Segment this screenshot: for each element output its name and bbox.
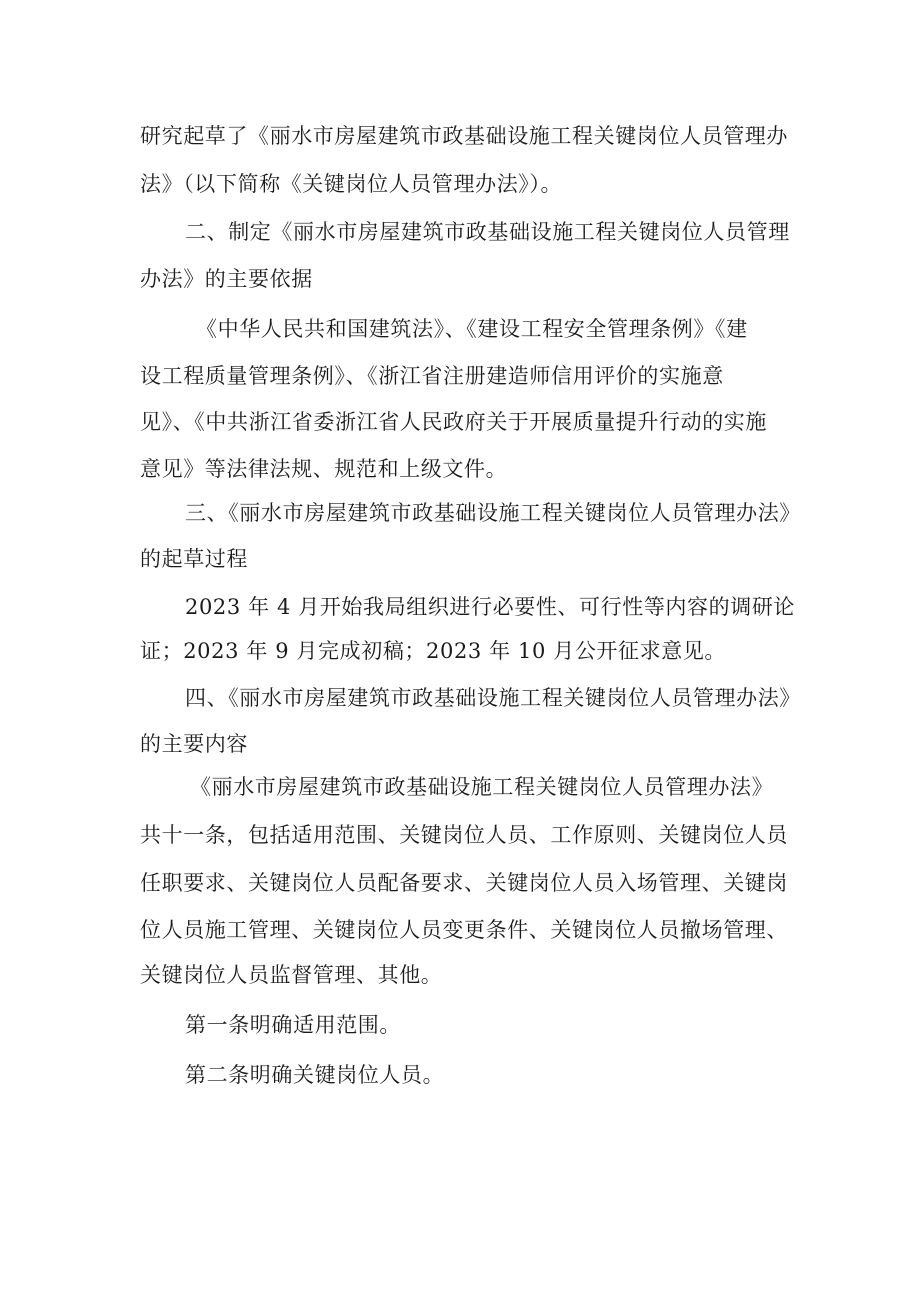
section-heading: 四、《丽水市房屋建筑市政基础设施工程关键岗位人员管理办法》: [185, 686, 801, 710]
text-line: 2023 年 4 月开始我局组织进行必要性、可行性等内容的调研论: [185, 595, 796, 619]
text-line: 研究起草了《丽水市房屋建筑市政基础设施工程关键岗位人员管理办: [140, 124, 788, 148]
text-line: 见》、《中共浙江省委浙江省人民政府关于开展质量提升行动的实施: [140, 410, 767, 434]
section-heading: 三、《丽水市房屋建筑市政基础设施工程关键岗位人员管理办法》: [185, 501, 801, 525]
section-heading: 办法》的主要依据: [140, 267, 313, 291]
text-line: 关键岗位人员监督管理、其他。: [140, 963, 443, 987]
section-heading: 二、制定《丽水市房屋建筑市政基础设施工程关键岗位人员管理: [185, 220, 790, 244]
section-heading: 的起草过程: [140, 547, 248, 571]
text-line: 第一条明确适用范围。: [185, 1013, 401, 1037]
text-line: 共十一条，包括适用范围、关键岗位人员、工作原则、关键岗位人员: [140, 823, 788, 847]
text-line: 意见》等法律法规、规范和上级文件。: [140, 457, 508, 481]
text-line: 《丽水市房屋建筑市政基础设施工程关键岗位人员管理办法》: [190, 775, 774, 799]
section-heading: 的主要内容: [140, 732, 248, 756]
text-line: 第二条明确关键岗位人员。: [185, 1063, 445, 1087]
text-line: 任职要求、关键岗位人员配备要求、关键岗位人员入场管理、关键岗: [140, 871, 788, 895]
text-line: 《中华人民共和国建筑法》、《建设工程安全管理条例》《建: [196, 317, 748, 341]
text-line: 位人员施工管理、关键岗位人员变更条件、关键岗位人员撤场管理、: [140, 918, 788, 942]
text-line: 证；2023 年 9 月完成初稿；2023 年 10 月公开征求意见。: [140, 639, 727, 663]
text-line: 设工程质量管理条例》、《浙江省注册建造师信用评价的实施意: [140, 364, 724, 388]
text-line: 法》（以下简称《关键岗位人员管理办法》）。: [140, 172, 563, 196]
